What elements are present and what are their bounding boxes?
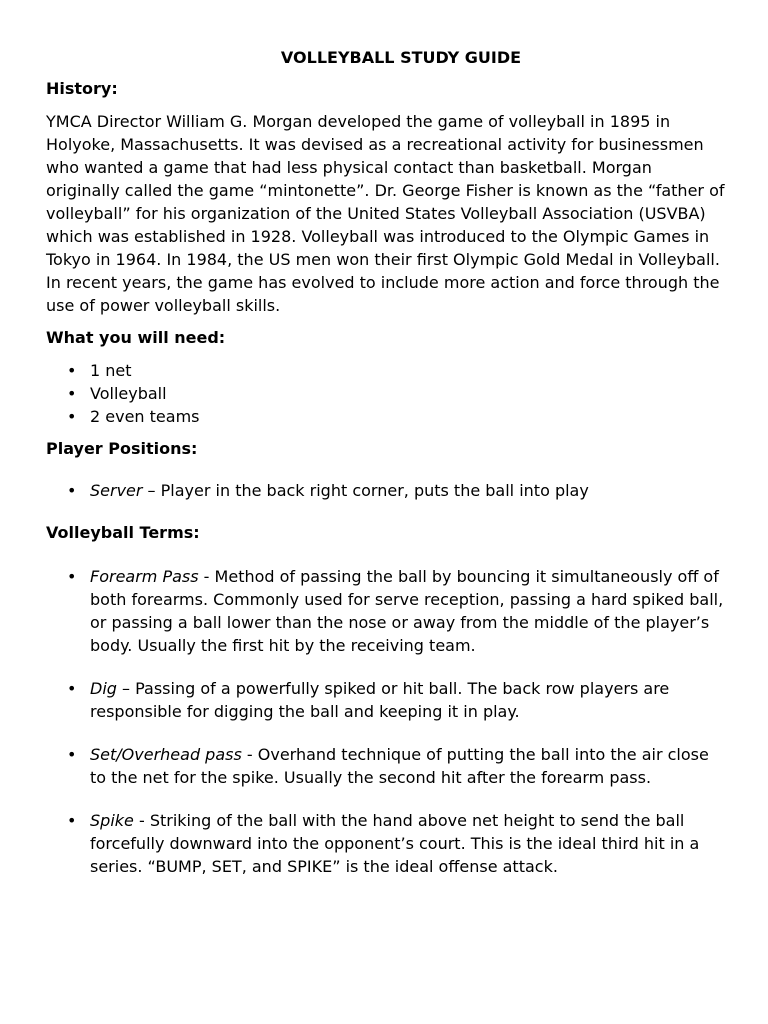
bullet-icon: • (67, 811, 77, 830)
list-item (46, 359, 726, 382)
bullet-icon: • (67, 407, 77, 426)
term-name: Dig (90, 679, 117, 698)
term-definition: – Passing of a powerfully spiked or hit ball. The back row players are responsible for digging the ball and keeping it in play. (90, 679, 670, 721)
term-definition: - Overhand technique of putting the ball into the air close to the net for the spike. Usually the second hit after the forearm pass. (90, 745, 709, 787)
list-item (46, 405, 726, 428)
positions-list (46, 479, 726, 502)
bullet-icon: • (67, 481, 77, 500)
term-name: Spike (90, 811, 134, 830)
list-item (46, 565, 726, 657)
history-heading: History: (46, 79, 118, 98)
bullet-icon: • (67, 679, 77, 698)
terms-heading: Volleyball Terms: (46, 523, 200, 542)
need-item-text: 1 net (90, 361, 132, 380)
list-item (46, 479, 726, 502)
positions-heading: Player Positions: (46, 439, 198, 458)
position-term: Server (90, 481, 143, 500)
term-name: Forearm Pass (90, 567, 199, 586)
bullet-icon: • (67, 567, 77, 586)
bullet-icon: • (67, 745, 77, 764)
list-item (46, 382, 726, 405)
term-name: Set/Overhead pass (90, 745, 242, 764)
document-page (46, 46, 726, 898)
need-heading: What you will need: (46, 328, 226, 347)
list-item (46, 809, 726, 878)
bullet-icon: • (67, 384, 77, 403)
term-definition: - Striking of the ball with the hand above net height to send the ball forcefully downward into the opponent’s court. This is the ideal third hit in a series. “BUMP, SET, and SPIKE” is the ideal offense attack. (90, 811, 700, 876)
list-item (46, 677, 726, 723)
need-item-text: 2 even teams (90, 407, 200, 426)
need-item-text: Volleyball (90, 384, 167, 403)
terms-list (46, 565, 726, 878)
need-list (46, 359, 726, 428)
document-title: VOLLEYBALL STUDY GUIDE (280, 48, 522, 67)
position-definition: – Player in the back right corner, puts the ball into play (142, 481, 589, 500)
history-paragraph: YMCA Director William G. Morgan developed the game of volleyball in 1895 in Holyoke, Massachusetts. It was devised as a recreational activity for businessmen who wanted a game that had less physical contact than basketball. Morgan originally called the game “mintonette”. Dr. George Fisher is known as the “father of volleyball” for his organization of the United States Volleyball Association (USVBA) which was established in 1928. Volleyball was introduced to the Olympic Games in Tokyo in 1964. In 1984, the US men won their first Olympic Gold Medal in Volleyball. In recent years, the game has evolved to include more action and force through the use of power volleyball skills. (46, 112, 725, 315)
term-definition: - Method of passing the ball by bouncing it simultaneously off of both forearms. Commonly used for serve reception, passing a hard spiked ball, or passing a ball lower than the nose or away from the middle of the player’s body. Usually the first hit by the receiving team. (90, 567, 724, 655)
bullet-icon: • (67, 361, 77, 380)
list-item (46, 743, 726, 789)
